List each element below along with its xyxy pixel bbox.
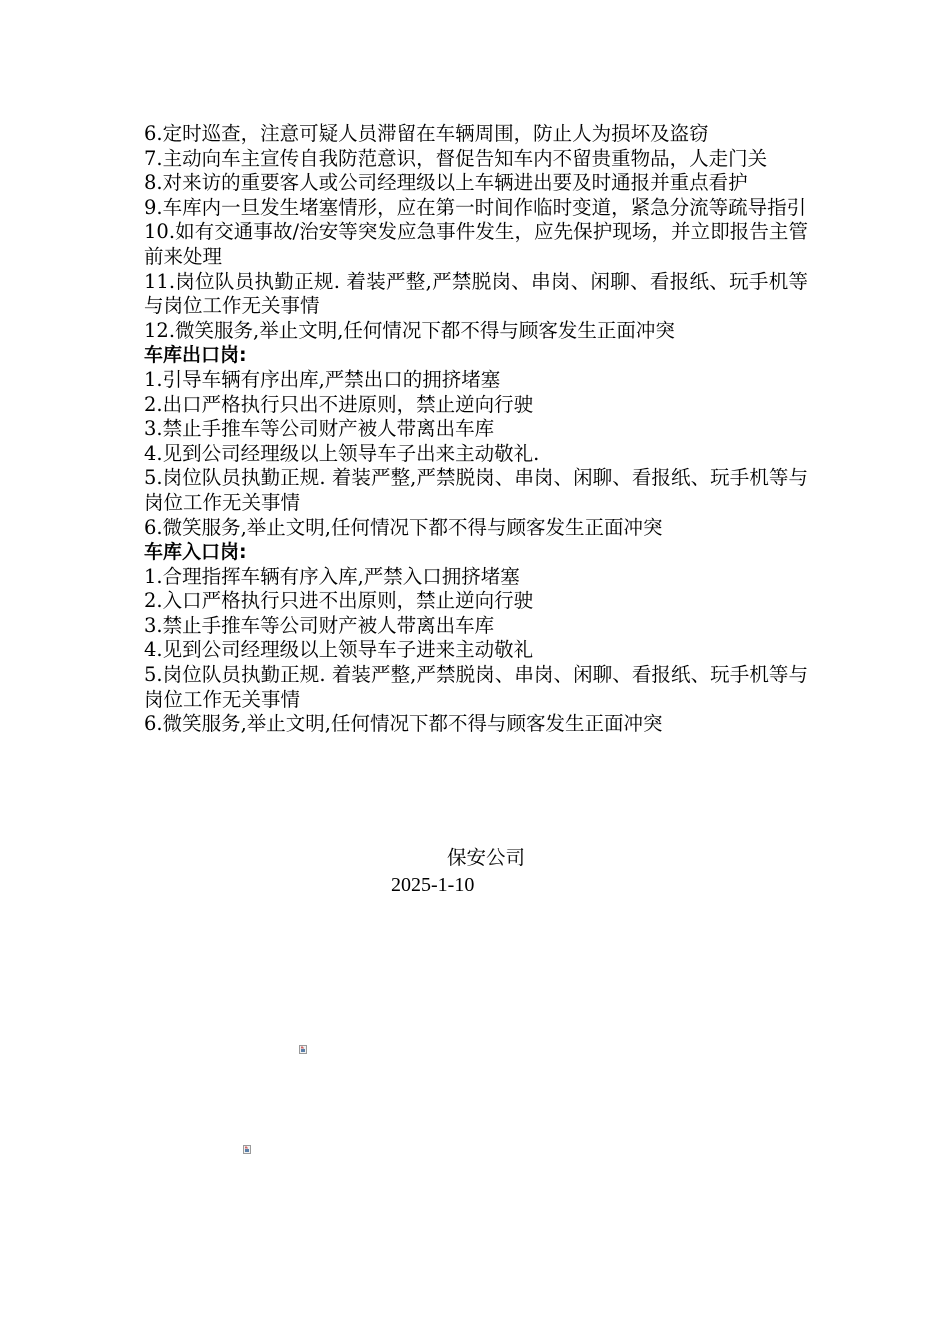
signature-date: 2025-1-10 (391, 874, 475, 896)
broken-image-icon (299, 1045, 308, 1054)
list-item: 12.微笑服务,举止文明,任何情况下都不得与顾客发生正面冲突 (144, 318, 675, 342)
list-item: 5.岗位队员执勤正规. 着装严整,严禁脱岗、串岗、闲聊、看报纸、玩手机等与岗位工作无关事情 (144, 466, 808, 514)
list-item: 5.岗位队员执勤正规. 着装严整,严禁脱岗、串岗、闲聊、看报纸、玩手机等与岗位工作无关事情 (144, 663, 808, 711)
list-item: 1.合理指挥车辆有序入库,严禁入口拥挤堵塞 (144, 564, 520, 588)
list-item: 3.禁止手推车等公司财产被人带离出车库 (144, 613, 495, 637)
list-item: 4.见到公司经理级以上领导车子进来主动敬礼 (144, 638, 534, 662)
list-item: 9.车库内一旦发生堵塞情形，应在第一时间作临时变道，紧急分流等疏导指引 (144, 195, 807, 219)
list-item: 11.岗位队员执勤正规. 着装严整,严禁脱岗、串岗、闲聊、看报纸、玩手机等与岗位工作无关事情 (144, 269, 808, 318)
list-item: 7.主动向车主宣传自我防范意识，督促告知车内不留贵重物品，人走门关 (144, 146, 768, 170)
document-body (144, 122, 808, 737)
list-item: 8.对来访的重要客人或公司经理级以上车辆进出要及时通报并重点看护 (144, 171, 748, 195)
list-item: 6.定时巡查，注意可疑人员滞留在车辆周围，防止人为损坏及盗窃 (144, 122, 709, 145)
signature-company: 保安公司 (447, 846, 526, 869)
list-item: 6.微笑服务,举止文明,任何情况下都不得与顾客发生正面冲突 (144, 712, 663, 736)
list-item: 3.禁止手推车等公司财产被人带离出车库 (144, 417, 495, 441)
list-item: 4.见到公司经理级以上领导车子出来主动敬礼. (144, 441, 540, 465)
list-item: 2.入口严格执行只进不出原则，禁止逆向行驶 (144, 589, 534, 613)
list-item: 1.引导车辆有序出库,严禁出口的拥挤堵塞 (144, 367, 501, 391)
broken-image-icon (243, 1145, 252, 1154)
section-heading-exit: 车库出口岗: (144, 344, 247, 367)
list-item: 2.出口严格执行只出不进原则，禁止逆向行驶 (144, 392, 534, 416)
section-heading-entry: 车库入口岗: (144, 541, 247, 564)
list-item: 6.微笑服务,举止文明,任何情况下都不得与顾客发生正面冲突 (144, 515, 663, 539)
list-item: 10.如有交通事故/治安等突发应急事件发生，应先保护现场，并立即报告主管前来处理 (144, 220, 808, 268)
